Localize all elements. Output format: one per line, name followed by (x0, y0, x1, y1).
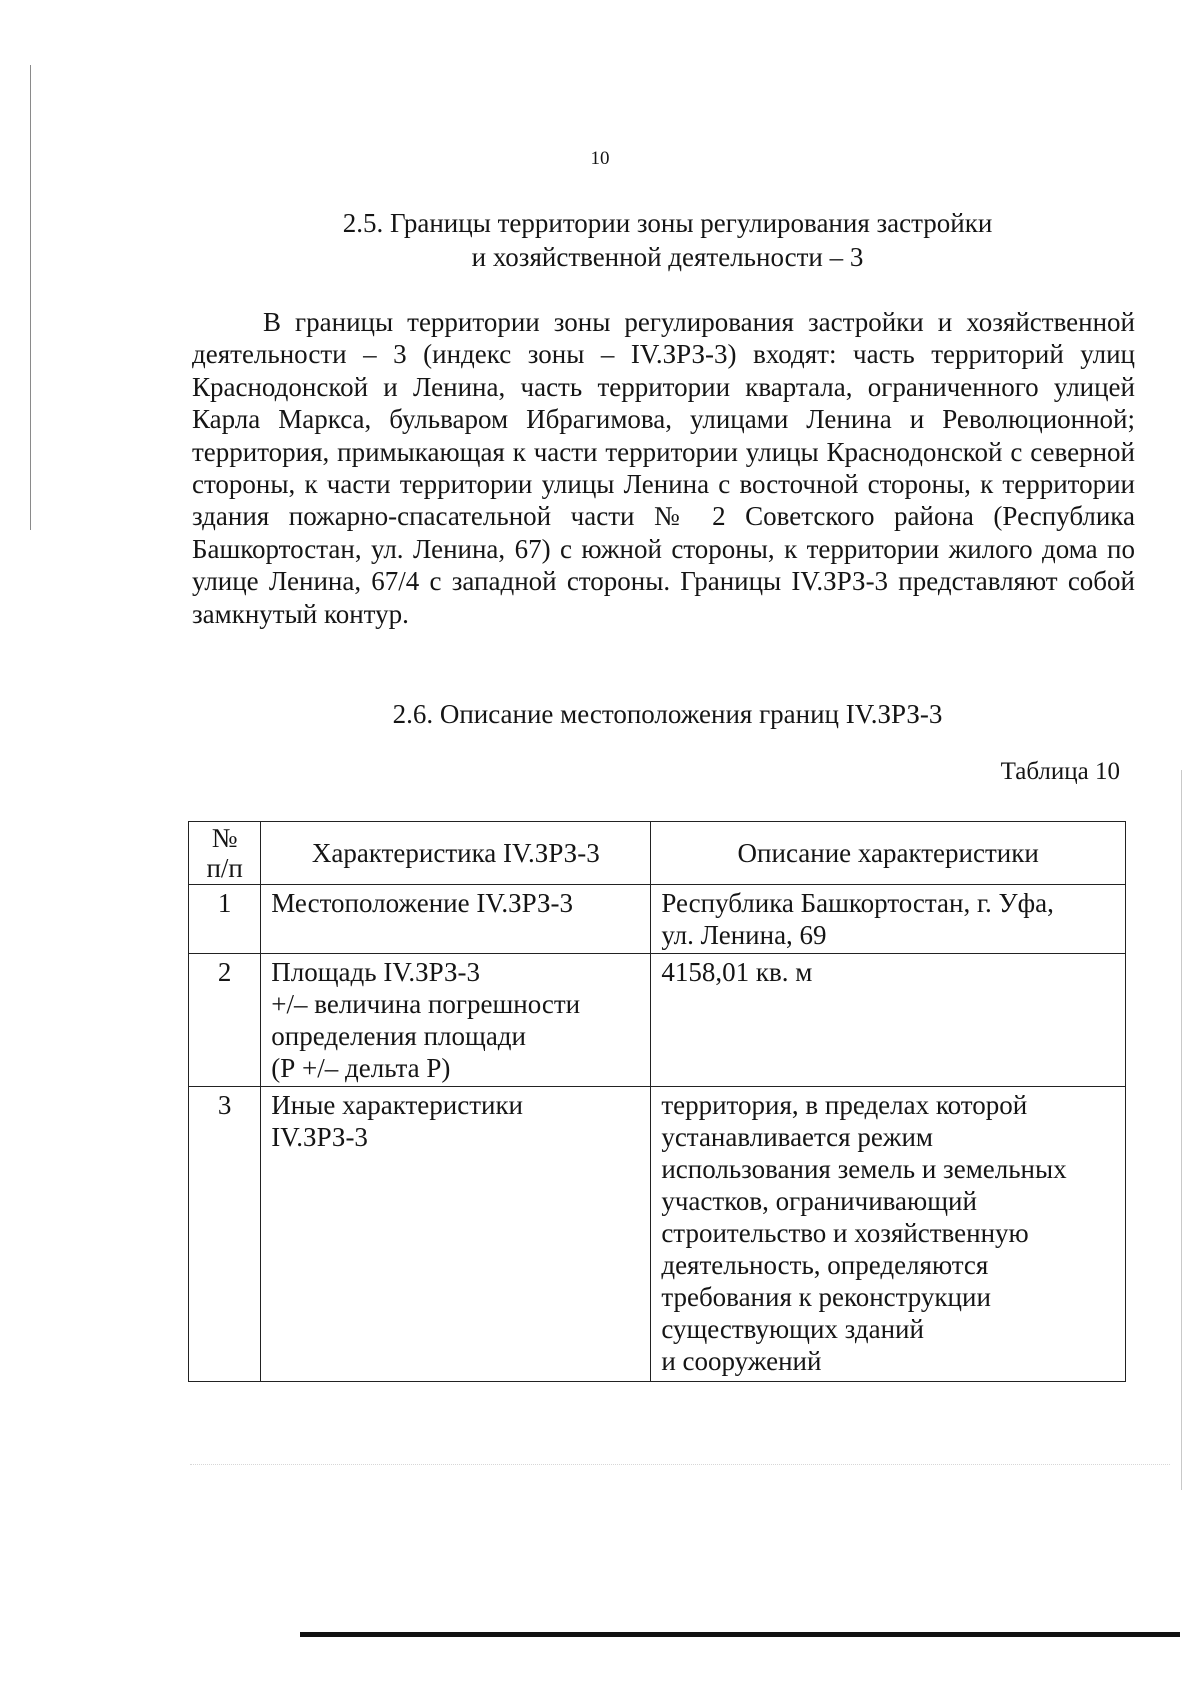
table-row (189, 885, 1126, 954)
characteristic-line: Площадь IV.ЗРЗ-3 (271, 957, 480, 987)
section-heading-2-5 (190, 206, 1145, 274)
description-line: ул. Ленина, 69 (661, 920, 827, 950)
description-line: использования земель и земельных (661, 1154, 1067, 1184)
description-line: требования к реконструкции (661, 1282, 991, 1312)
characteristic-cell (261, 885, 651, 954)
description-line: территория, в пределах которой (661, 1090, 1028, 1120)
characteristic-line: IV.ЗРЗ-3 (271, 1122, 368, 1152)
section-heading-line: и хозяйственной деятельности – 3 (471, 242, 864, 272)
header-number (189, 822, 261, 885)
description-line: устанавливается режим (661, 1122, 933, 1152)
characteristic-line: Иные характеристики (271, 1090, 524, 1120)
description-line: строительство и хозяйственную (661, 1218, 1029, 1248)
scan-artifact-line (190, 1464, 1170, 1466)
description-cell (651, 954, 1126, 1087)
boundaries-table (188, 821, 1126, 1382)
row-number-cell: 1 (189, 885, 261, 954)
characteristic-line: +/– величина погрешности (271, 989, 581, 1019)
characteristic-cell (261, 954, 651, 1087)
row-number-cell: 2 (189, 954, 261, 1087)
characteristic-line: (Р +/– дельта Р) (271, 1053, 451, 1083)
table-row (189, 1087, 1126, 1382)
table-caption: Таблица 10 (1000, 758, 1120, 785)
scan-edge-right (1181, 770, 1182, 1490)
header-number-line: п/п (206, 853, 243, 883)
section-heading-line: 2.5. Границы территории зоны регулирования застройки (342, 208, 993, 238)
section-heading-2-6: 2.6. Описание местоположения границ IV.ЗРЗ-3 (392, 699, 943, 729)
scan-bottom-bar (300, 1632, 1180, 1637)
header-number-line: № (211, 823, 238, 853)
characteristic-line: определения площади (271, 1021, 526, 1051)
description-cell (651, 1087, 1126, 1382)
table-body (189, 885, 1126, 1382)
page-number: 10 (590, 148, 610, 169)
description-line: Республика Башкортостан, г. Уфа, (661, 888, 1054, 918)
row-number-cell: 3 (189, 1087, 261, 1382)
description-line: существующих зданий (661, 1314, 924, 1344)
header-characteristic: Характеристика IV.ЗРЗ-3 (261, 822, 651, 885)
description-line: 4158,01 кв. м (661, 957, 813, 987)
characteristic-line: Местоположение IV.ЗРЗ-3 (271, 888, 573, 918)
description-line: и сооружений (661, 1346, 822, 1376)
description-line: участков, ограничивающий (661, 1186, 977, 1216)
scan-edge-left (30, 65, 31, 530)
body-paragraph: В границы территории зоны регулирования застройки и хозяйственной деятельности – 3 (индекс зоны – IV.ЗРЗ-3) входят: часть территорий улиц Краснодонской и Ленина, часть территории квартала, ограниченного улицей Карла Маркса, бульваром Ибрагимова, улицами Ленина и Революционной; территория, примыкающая к части территории улицы Краснодонской с северной стороны, к части территории улицы Ленина с восточной стороны, к территории здания пожарно-спасательной части № 2 Советского района (Республика Башкортостан, ул. Ленина, 67) с южной стороны, к территории жилого дома по улице Ленина, 67/4 с западной стороны. Границы IV.ЗРЗ-3 представляют собой замкнутый контур. (192, 307, 1135, 629)
header-description: Описание характеристики (651, 822, 1126, 885)
description-cell (651, 885, 1126, 954)
description-line: деятельность, определяются (661, 1250, 989, 1280)
characteristic-cell (261, 1087, 651, 1382)
table-row (189, 954, 1126, 1087)
table-header-row (189, 822, 1126, 885)
